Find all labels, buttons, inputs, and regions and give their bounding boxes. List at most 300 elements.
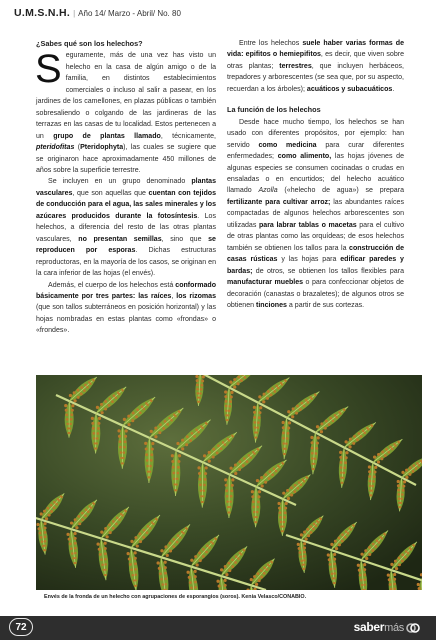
sorus [135,585,137,587]
sorus [104,563,107,566]
sorus [282,426,285,429]
sorus [135,579,137,581]
sorus [65,413,68,416]
sorus [220,568,223,571]
sorus [393,583,396,586]
sorus [400,502,402,504]
sorus [169,542,172,545]
sorus [234,561,237,564]
sorus [267,390,270,393]
sorus [125,429,128,432]
sorus [202,548,205,551]
sorus [224,478,227,481]
sorus [212,455,215,458]
sorus [122,462,124,464]
sorus [196,563,199,566]
sorus [100,411,103,414]
sorus [226,495,229,498]
sorus [194,586,197,589]
text-run: , que son aquellas que [72,189,149,197]
sorus [67,427,69,429]
sorus [238,468,241,471]
sorus [76,389,79,392]
sorus [393,443,395,445]
sorus [310,531,313,534]
text-run: pteridofitas [36,144,75,152]
text-run: ), las cuales se sugiere que se originaron hace aproximadamente 450 millones de años sobre la superficie terrestre. [36,144,216,174]
sorus [73,532,76,535]
sorus [145,448,148,451]
sorus [69,423,72,426]
sorus [208,460,211,463]
sorus [194,555,197,558]
sorus [46,507,49,510]
sorus [252,451,254,453]
sorus [172,472,175,475]
sorus [359,574,362,577]
sorus [72,557,74,559]
logo-main: saber [353,620,385,634]
sorus [177,466,180,469]
sorus [267,563,269,565]
sorus [296,405,299,408]
sorus [258,490,261,493]
sorus [44,545,46,547]
sorus [252,500,255,503]
sorus [333,553,336,556]
sorus [186,571,189,574]
sorus [316,442,319,445]
paragraph-3 [36,280,216,337]
sorus [327,553,330,556]
text-run: para labrar tablas o macetas [258,221,357,229]
sorus [253,511,256,514]
sorus [181,531,183,533]
sorus [68,538,71,541]
sorus [277,465,279,467]
text-run: . Los helechos, a diferencia del resto de las otras plantas vasculares, [36,212,216,243]
sorus [284,453,286,455]
text-run: Se incluyen en un grupo denominado [48,178,192,186]
sorus [309,525,312,528]
sorus [303,531,306,534]
text-run: Pteridophyta [80,144,124,152]
sorus [243,457,246,460]
sorus [95,447,97,449]
sorus [66,423,69,426]
sorus [74,557,76,559]
sorus [239,552,241,554]
text-run: se reproducen por esporas [36,235,216,255]
sorus [128,558,131,561]
sorus [301,402,304,405]
sorus [191,432,194,435]
sorus [324,427,327,430]
sorus [253,416,256,419]
sorus [370,424,372,426]
sorus [352,524,354,526]
sorus [220,447,223,450]
sorus [334,414,337,417]
sorus [228,511,230,513]
sorus [83,389,86,392]
sorus [306,528,309,531]
sorus [208,451,211,454]
text-run: Entre los helechos [239,40,303,47]
sorus [105,568,107,570]
sorus [150,430,153,433]
text-run: manufacturar muebles [227,279,304,287]
sorus [287,427,290,430]
sorus [335,416,338,419]
sorus [349,438,352,441]
sorus [314,393,316,395]
sorus [242,549,244,551]
sorus [225,400,228,403]
sorus [202,555,205,558]
sorus [389,446,392,449]
sorus [303,546,306,549]
sorus [120,451,123,454]
sorus [338,543,341,546]
sorus [368,465,371,468]
sorus [285,442,288,445]
sorus [282,432,285,435]
sorus [229,506,231,508]
sorus [228,569,231,572]
sorus [263,572,266,575]
sorus [92,427,95,430]
sorus [115,397,118,400]
sorus [363,432,366,435]
sorus [203,454,206,457]
sorus [160,578,163,581]
sorus [104,547,107,550]
sorus [292,407,295,410]
sorus [118,435,121,438]
sorus [199,396,201,398]
sabermas-logo [354,620,420,635]
sorus [256,426,259,429]
sorus [286,437,289,440]
sorus [70,547,73,550]
sorus [403,480,406,483]
sorus [256,511,259,514]
sorus [340,466,343,469]
sorus [340,471,343,474]
sorus [204,472,207,475]
sorus [412,470,415,473]
sorus [401,471,404,474]
sorus [194,570,197,573]
sorus [181,439,184,442]
sorus [282,437,285,440]
sorus [273,390,276,393]
sorus [348,445,351,448]
sorus [201,379,204,382]
article-heading: ¿Sabes qué son los helechos? [36,39,143,48]
sorus [331,573,334,576]
sorus [229,381,232,384]
sorus [151,521,153,523]
sorus [131,574,134,577]
sorus [105,574,107,576]
sorus [44,527,47,530]
sorus [278,507,281,510]
sorus [229,467,232,470]
sorus [372,485,375,488]
sorus [88,381,90,383]
sorus [44,536,47,539]
text-run: cuentan con tejidos de conducción para el agua, las sales minerales y los azúcares producidos durante la fotosíntesis [36,189,217,220]
sorus [224,443,227,446]
sorus [200,384,203,387]
sorus [186,435,189,438]
sorus [146,465,149,468]
sorus [260,476,263,479]
sorus [173,483,175,485]
sorus [53,501,56,504]
sorus [254,516,256,518]
sorus [229,400,232,403]
sorus [385,448,388,451]
sorus [391,448,394,451]
sorus [100,558,103,561]
sorus [313,468,315,470]
sorus [371,549,374,552]
sorus [387,573,390,576]
sorus [261,484,264,487]
sorus [227,414,229,416]
sorus [142,536,145,539]
sorus [176,472,179,475]
sorus [283,521,286,524]
sorus [225,405,228,408]
sorus [92,432,95,435]
text-run: como medicina [258,141,317,149]
sorus [305,399,308,402]
sorus [334,582,336,584]
sorus [227,506,229,508]
sorus [190,586,193,589]
sorus [37,527,40,530]
sorus [235,555,238,558]
sorus [185,443,188,446]
sorus [66,533,69,536]
sorus [402,489,405,492]
sorus [96,542,99,545]
sorus [280,521,283,524]
sorus [343,408,345,410]
text-run: , sino que [161,235,209,243]
sorus [254,421,257,424]
sorus [225,409,228,412]
sorus [166,423,169,426]
sorus [282,442,285,445]
sorus [358,569,361,572]
sorus [93,437,96,440]
sorus [300,559,303,562]
sorus [231,565,234,568]
sorus [69,394,72,397]
sorus [71,552,74,555]
text-run: los rizomas [176,292,217,300]
sorus [299,555,302,558]
sorus [333,558,336,561]
sorus [134,562,137,565]
sorus [266,397,269,400]
sorus [162,427,165,430]
sorus [368,546,371,549]
sorus [199,559,202,562]
sorus [195,429,198,432]
sorus [303,568,305,570]
sorus [231,478,234,481]
text-run: terrestres [279,62,312,70]
sorus [398,556,401,559]
sorus [146,459,149,462]
sorus [81,518,84,521]
sorus [85,508,88,511]
sorus [376,539,379,542]
text-run: construcción de casas rústicas [227,244,404,264]
sorus [185,527,187,529]
sorus [225,489,228,492]
paragraph-5 [227,117,404,312]
sorus [133,579,135,581]
sorus [171,460,174,463]
sorus [293,490,296,493]
sorus [311,447,314,450]
sorus [164,577,167,580]
sorus [253,575,256,578]
sorus [224,390,227,393]
sorus [208,546,211,549]
sorus [77,515,80,518]
sorus [340,461,343,464]
sorus [171,454,174,457]
sorus [393,578,396,581]
sorus [339,451,342,454]
sorus [255,521,257,523]
sorus [98,417,101,420]
sorus [104,558,107,561]
sorus [224,584,227,587]
sorus [373,475,376,478]
sorus [298,481,301,484]
sorus [341,540,344,543]
sorus [368,553,371,556]
sorus [74,547,77,550]
sorus [384,454,387,457]
sorus [297,543,300,546]
sorus [356,438,359,441]
sorus [253,411,256,414]
text-run: Desde hace mucho tiempo, los helechos se han usado con diferentes propósitos, por ejemplo: han servido [227,118,404,149]
text-run: . Dichas estructuras reproductoras, en la mayoría de los casos, se originan en la cara inferior de las hojas (el envés). [36,247,216,278]
sorus [242,464,245,467]
sorus [405,550,408,553]
sorus [282,525,284,527]
text-run: no presentan semillas [78,235,162,243]
sorus [366,427,368,429]
sorus [298,547,301,550]
sorus [371,490,373,492]
sorus [405,476,408,479]
sorus [159,423,162,426]
sorus [216,580,219,583]
sorus [279,516,282,519]
sorus [398,563,401,566]
sorus [329,417,332,420]
text-run: , técnicamente, [160,132,217,140]
sorus [144,442,147,445]
sorus [229,500,232,503]
sorus [228,410,231,413]
sorus [258,579,261,582]
sorus [256,479,259,482]
text-run: tinciones [256,301,287,309]
sorus [154,427,157,430]
sorus [263,566,266,569]
sorus [341,533,344,536]
section-heading: La función de los helechos [227,105,321,115]
sorus [136,408,139,411]
sorus [286,432,289,435]
sorus [343,466,346,469]
sorus [400,497,403,500]
paragraph-2 [36,176,216,279]
sorus [284,507,287,510]
sorus [256,516,258,518]
sorus [40,536,43,539]
sorus [299,408,302,411]
sorus [164,572,167,575]
sorus [311,441,314,444]
sorus [362,430,365,433]
sorus [193,435,196,438]
sorus [345,440,348,443]
sorus [74,518,77,521]
sorus [264,473,267,476]
sorus [407,552,410,555]
sorus [401,493,404,496]
sorus [304,537,307,540]
sorus [149,465,152,468]
sorus [123,451,126,454]
sorus [307,534,310,537]
sorus [284,379,286,381]
sorus [217,444,220,447]
sorus [252,506,255,509]
sorus [87,511,90,514]
sorus [377,453,380,456]
sorus [397,480,400,483]
sorus [284,511,287,514]
sorus [199,478,202,481]
sorus [45,517,48,520]
sorus [177,460,180,463]
sorus [334,577,336,579]
sorus [290,494,293,497]
sorus [197,431,200,434]
header-brand: U.M.S.N.H. [14,7,71,19]
sorus [149,471,151,473]
sorus [86,386,89,389]
sorus [300,533,303,536]
sorus [176,442,179,445]
sorus [78,522,81,525]
